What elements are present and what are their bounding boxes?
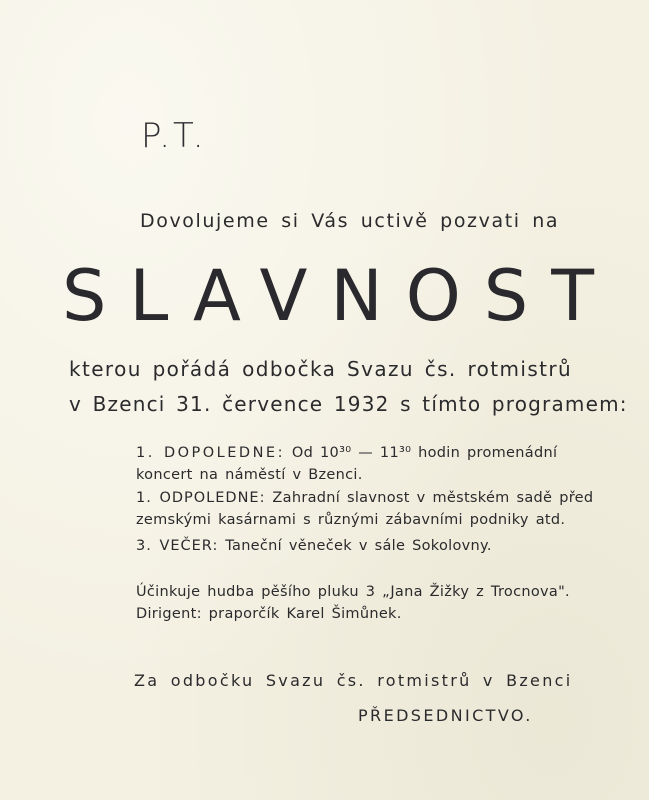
conductor-line: Dirigent: praporčík Karel Šimůnek. xyxy=(136,606,402,622)
program-item-morning xyxy=(136,445,557,461)
program-text-morning-2: koncert na náměstí v Bzenci. xyxy=(136,467,363,483)
event-title: SLAVNOST xyxy=(62,255,617,337)
program-label-afternoon: 1. ODPOLEDNE: xyxy=(136,490,266,506)
program-text-afternoon-2: zemskými kasárnami s různými zábavními podniky atd. xyxy=(136,512,566,528)
signature-committee: PŘEDSEDNICTVO. xyxy=(358,706,533,725)
salutation: P.T. xyxy=(141,116,207,156)
program-label-evening: 3. VEČER: xyxy=(136,538,219,554)
signature-organization: Za odbočku Svazu čs. rotmistrů v Bzenci xyxy=(134,671,573,690)
organizer-line: kterou pořádá odbočka Svazu čs. rotmistrů xyxy=(69,357,573,381)
program-text-evening-1: Taneční věneček v sále Sokolovny. xyxy=(225,538,492,554)
program-item-afternoon xyxy=(136,490,593,506)
invitation-intro: Dovolujeme si Vás uctivě pozvati na xyxy=(140,210,560,232)
program-text-morning-1: Od 10³⁰ — 11³⁰ hodin promenádní xyxy=(291,445,558,461)
program-item-evening xyxy=(136,538,492,554)
date-line: v Bzenci 31. července 1932 s tímto programem: xyxy=(69,392,628,416)
program-label-morning: 1. DOPOLEDNE: xyxy=(136,445,285,461)
music-line: Účinkuje hudba pěšího pluku 3 „Jana Žižky z Trocnova". xyxy=(136,584,570,600)
program-text-afternoon-1: Zahradní slavnost v městském sadě před xyxy=(272,490,594,506)
